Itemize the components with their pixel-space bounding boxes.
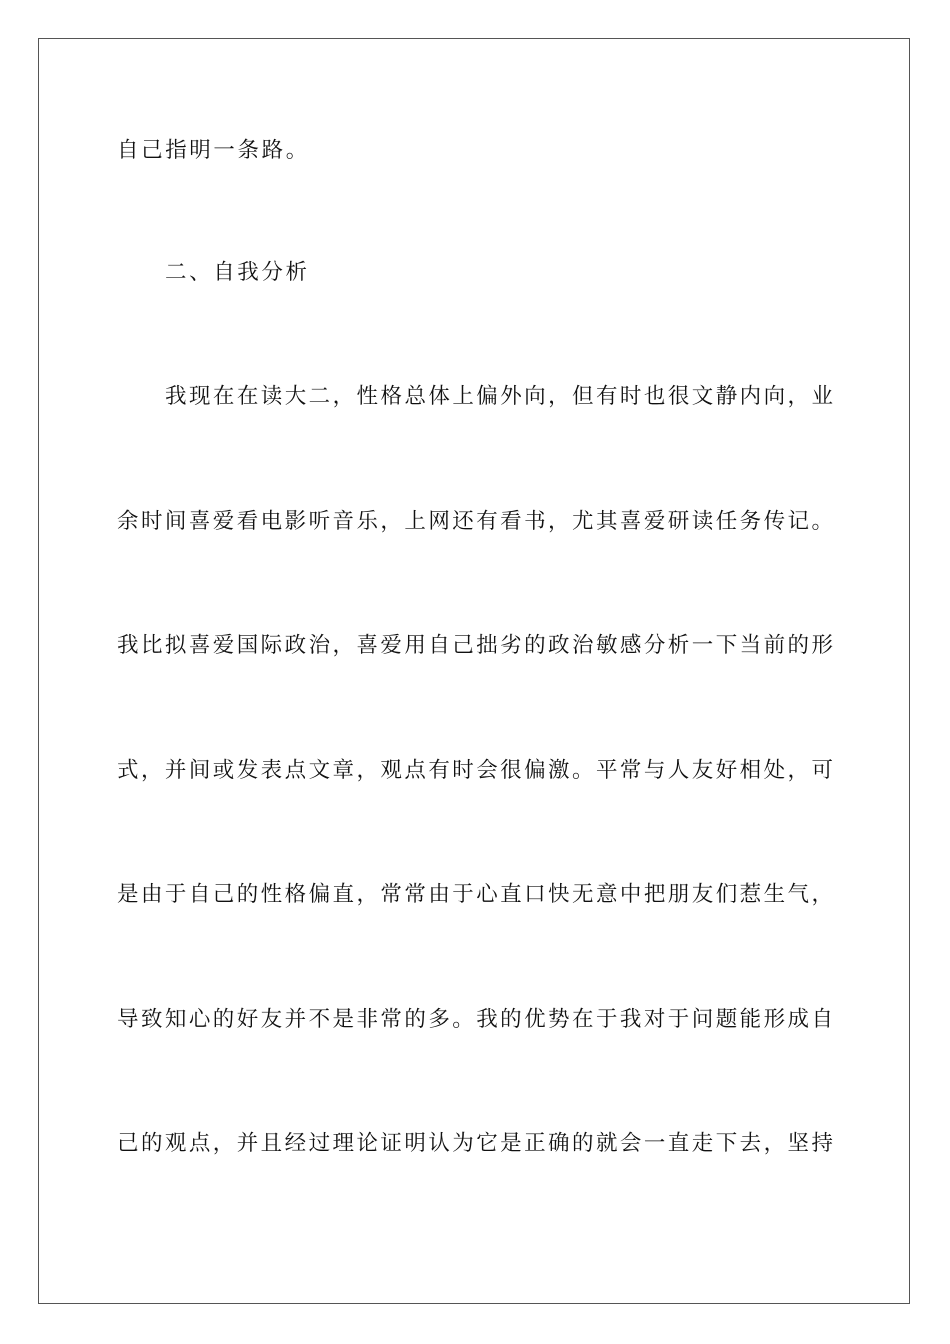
paragraph-line-7: 导致知心的好友并不是非常的多。我的优势在于我对于问题能形成自 <box>117 1007 833 1032</box>
paragraph-line-1: 自己指明一条路。 <box>117 138 310 163</box>
section-heading: 二、自我分析 <box>165 260 310 285</box>
paragraph-line-5: 式，并间或发表点文章，观点有时会很偏激。平常与人友好相处，可 <box>117 758 833 783</box>
paragraph-line-8: 己的观点，并且经过理论证明认为它是正确的就会一直走下去，坚持 <box>117 1131 833 1156</box>
paragraph-line-3: 余时间喜爱看电影听音乐，上网还有看书，尤其喜爱研读任务传记。 <box>117 509 833 534</box>
paragraph-line-2: 我现在在读大二，性格总体上偏外向，但有时也很文静内向，业 <box>165 384 833 409</box>
paragraph-line-4: 我比拟喜爱国际政治，喜爱用自己拙劣的政治敏感分析一下当前的形 <box>117 633 833 658</box>
paragraph-line-6: 是由于自己的性格偏直，常常由于心直口快无意中把朋友们惹生气， <box>117 882 833 907</box>
page-border <box>38 38 910 1304</box>
